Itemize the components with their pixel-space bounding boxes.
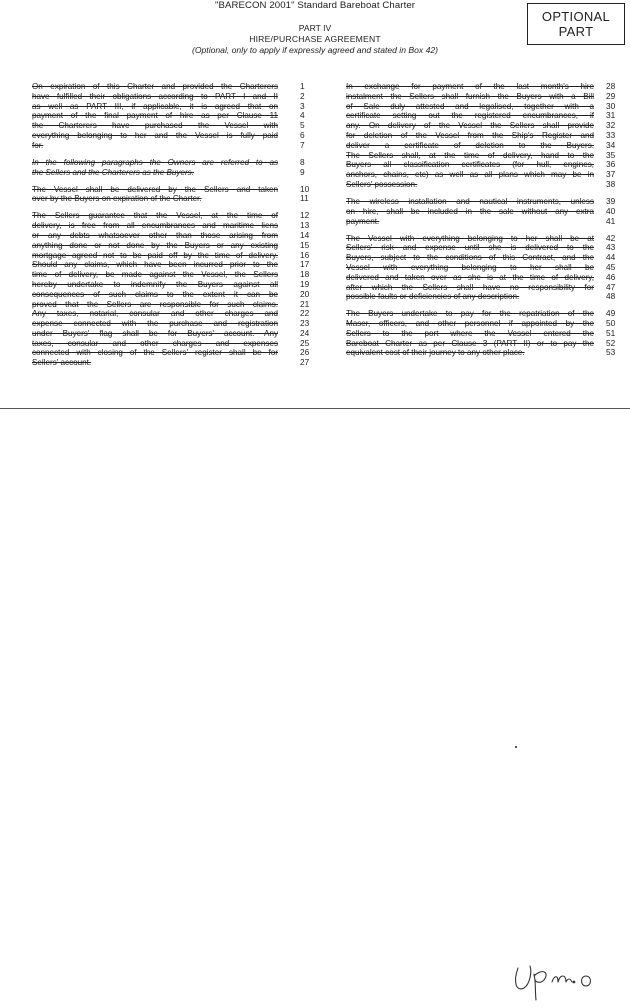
line-number: 39 — [606, 195, 616, 206]
text-line — [346, 110, 616, 121]
line-text: deliver a certificate of deletion to the Buyers. — [346, 140, 594, 150]
line-number: 1 — [300, 81, 305, 91]
line-number: 53 — [606, 347, 616, 358]
line-number: 22 — [300, 308, 310, 319]
line-number: 12 — [300, 210, 310, 221]
line-number: 24 — [300, 327, 310, 338]
line-number: 18 — [300, 269, 310, 280]
text-line — [32, 139, 305, 151]
text-line — [32, 347, 310, 358]
text-line — [346, 120, 616, 131]
line-text: anything done or not done by the Buyers or any existing — [32, 240, 278, 250]
line-number: 44 — [606, 252, 616, 263]
line-number: 37 — [606, 169, 616, 180]
line-text: over by the Buyers on expiration of the Charter. — [32, 194, 202, 204]
line-number: 8 — [300, 156, 305, 167]
text-line — [32, 269, 310, 280]
text-line — [32, 308, 310, 319]
line-text: delivery, is free from all encumbrances and maritime liens — [32, 221, 278, 231]
line-number: 23 — [300, 318, 310, 329]
line-text: Should any claims, which have been incurred prior to the — [32, 260, 278, 270]
line-text: everything belonging to her and the Vessel is fully paid — [32, 130, 278, 140]
text-line — [32, 278, 310, 290]
line-text: or any debts whatsoever other than those arising from — [32, 230, 278, 240]
line-text: the Charterers have purchased the Vessel with — [32, 121, 278, 131]
right-paragraph — [346, 81, 616, 190]
text-line — [346, 205, 616, 217]
text-line — [346, 242, 616, 253]
line-text: Buyers, subject to the conditions of this Contract, and the — [346, 253, 594, 263]
text-line — [346, 261, 616, 273]
left-paragraph — [32, 81, 305, 151]
text-line — [346, 100, 616, 112]
text-line — [32, 156, 305, 168]
line-number: 50 — [606, 318, 616, 329]
text-line — [346, 347, 616, 358]
text-line — [32, 210, 310, 221]
text-line — [346, 169, 616, 180]
page-divider — [0, 408, 630, 409]
text-line — [32, 337, 310, 349]
text-line — [346, 195, 616, 207]
line-text: In the following paragraphs the Owners are referred to as — [32, 157, 278, 167]
line-number: 42 — [606, 232, 616, 243]
line-number: 33 — [606, 129, 616, 140]
paragraph-gap — [32, 177, 287, 184]
line-number: 35 — [606, 149, 616, 160]
page-title: "BARECON 2001" Standard Bareboat Charter — [214, 0, 416, 11]
line-text: anchors, chains, etc) as well as all plans which may be in — [346, 170, 594, 180]
text-line — [32, 298, 310, 310]
line-text: time of delivery, be made against the Vessel, the Sellers — [32, 270, 278, 280]
line-number: 26 — [300, 347, 310, 358]
text-line — [346, 318, 616, 329]
text-line — [32, 100, 305, 112]
text-line — [32, 183, 310, 195]
text-line — [346, 81, 616, 92]
line-text: for deletion of the Vessel from the Ship's Register and — [346, 130, 594, 140]
line-text: Bareboat Charter as per Clause 3 (PART II) or to pay the — [346, 338, 594, 348]
line-text: mortgage agreed not to be paid off by the time of delivery. — [32, 250, 278, 260]
text-line — [346, 129, 616, 141]
section-note: (Optional, only to apply if expressly agreed and stated in Box 42) — [191, 45, 439, 55]
line-text: delivered and taken over as she is at the time of delivery, — [346, 272, 594, 282]
text-line — [32, 220, 310, 231]
line-number: 21 — [300, 298, 310, 309]
line-number: 25 — [300, 337, 310, 348]
text-line — [346, 232, 616, 244]
line-text: Sellers to the port where the Vessel entered the — [346, 328, 594, 338]
text-line — [32, 90, 305, 102]
line-text: The Sellers guarantee that the Vessel, at the time of — [32, 211, 278, 221]
left-paragraph — [32, 183, 310, 205]
text-line — [32, 229, 310, 241]
text-line — [346, 90, 616, 102]
text-line — [32, 129, 305, 141]
right-paragraph — [346, 308, 616, 358]
right-column — [346, 81, 616, 358]
signature-initials — [510, 958, 610, 1007]
line-number: 16 — [300, 249, 310, 260]
text-line — [346, 252, 616, 263]
line-number: 52 — [606, 337, 616, 348]
line-text: instalment the Sellers shall furnish the Buyers with a Bill — [346, 91, 594, 101]
line-number: 32 — [606, 120, 616, 131]
line-text: Sellers' account. — [32, 358, 92, 368]
line-number: 2 — [300, 90, 305, 101]
text-line — [32, 288, 310, 300]
line-number: 6 — [300, 129, 305, 140]
line-text: payment of the final payment of hire as per Clause 11 — [32, 111, 278, 121]
text-line — [346, 159, 616, 170]
line-number: 45 — [606, 261, 616, 272]
line-number: 31 — [606, 110, 616, 121]
line-text: Buyers all classification certificates (for hull, engines, — [346, 160, 594, 170]
line-number: 29 — [606, 90, 616, 101]
line-number: 4 — [300, 110, 305, 121]
text-line — [346, 327, 616, 339]
line-text: after which the Sellers shall have no responsibility for — [346, 282, 594, 292]
line-number: 17 — [300, 259, 310, 270]
left-paragraph — [32, 156, 305, 178]
text-line — [346, 149, 616, 161]
line-number: 30 — [606, 100, 616, 111]
line-number: 3 — [300, 100, 305, 111]
line-text: payment. — [346, 216, 380, 226]
text-line — [32, 166, 305, 178]
paragraph-gap — [32, 204, 287, 211]
line-text: proved that the Sellers are responsible for such claims. — [32, 299, 278, 309]
line-number: 48 — [606, 291, 616, 302]
line-number: 5 — [300, 120, 305, 131]
text-line — [32, 110, 305, 121]
line-text: The Vessel with everything belonging to her shall be at — [346, 233, 594, 243]
line-text: of Sale duly attested and legalised, together with a — [346, 101, 594, 111]
text-line — [346, 337, 616, 349]
line-text: for. — [32, 140, 44, 150]
paragraph-gap — [346, 190, 600, 197]
line-text: On expiration of this Charter and provided the Charterers — [32, 82, 278, 91]
line-number: 13 — [300, 220, 310, 231]
line-number: 19 — [300, 278, 310, 289]
line-number: 11 — [300, 193, 309, 204]
text-line — [32, 120, 305, 131]
line-text: as well as PART III, if applicable, it is agreed that on — [32, 101, 278, 111]
line-number: 49 — [606, 308, 616, 319]
line-text: expense connected with the purchase and registration — [32, 319, 278, 329]
right-paragraph — [346, 195, 616, 226]
line-text: equivalent cost of their journey to any other place. — [346, 348, 525, 358]
line-text: Any taxes, notarial, consular and other charges and — [32, 309, 278, 319]
line-text: In exchange for payment of the last month's hire — [346, 82, 594, 91]
line-number: 15 — [300, 239, 310, 250]
text-line — [32, 193, 309, 204]
text-line — [32, 357, 310, 368]
line-number: 38 — [606, 178, 616, 189]
line-text: Sellers' risk and expense until she is delivered to the — [346, 243, 594, 253]
line-text: have fulfilled their obligations according to PART I and II — [32, 91, 278, 101]
line-text: hereby undertake to indemnify the Buyers against all — [32, 279, 278, 289]
line-number: 27 — [300, 357, 310, 368]
text-line — [346, 215, 616, 227]
section-heading: HIRE/PURCHASE AGREEMENT — [249, 34, 381, 44]
line-number: 46 — [606, 271, 616, 282]
line-number: 47 — [606, 281, 616, 292]
left-column — [32, 81, 310, 368]
line-number: 41 — [606, 215, 616, 226]
line-number: 34 — [606, 139, 616, 150]
text-line — [32, 259, 310, 270]
line-text: The Vessel shall be delivered by the Sellers and taken — [32, 184, 278, 194]
optional-label: OPTIONAL — [541, 9, 611, 24]
line-text: Maser, officers, and other personnel if appointed by the — [346, 319, 594, 329]
paragraph-gap — [346, 302, 600, 309]
line-number: 40 — [606, 205, 616, 216]
line-text: under Buyers' flag shall be for Buyers' account. Any — [32, 328, 278, 338]
text-line — [346, 178, 616, 190]
line-number: 36 — [606, 159, 616, 170]
text-line — [32, 249, 310, 261]
text-line — [346, 308, 616, 319]
line-number: 7 — [300, 139, 305, 150]
text-line — [346, 291, 616, 302]
line-number: 10 — [300, 183, 310, 194]
text-line — [32, 318, 310, 329]
line-text: The Buyers undertake to pay for the repatriation of the — [346, 309, 594, 319]
text-line — [346, 139, 616, 151]
line-number: 14 — [300, 229, 310, 240]
text-line — [346, 271, 616, 283]
line-text: on hire, shall be included in the sale without any extra — [346, 206, 594, 216]
line-number: 28 — [606, 81, 616, 91]
right-paragraph — [346, 232, 616, 303]
line-text: possible faults or deficiencies of any description. — [346, 292, 520, 302]
line-text: taxes, consular and other charges and expenses — [32, 338, 278, 348]
text-line — [346, 281, 616, 293]
stray-mark — [515, 746, 517, 748]
line-text: The Sellers shall, at the time of delivery, hand to the — [346, 150, 594, 160]
text-line — [32, 327, 310, 339]
line-text: consequences of such claims to the extent it can be — [32, 289, 278, 299]
line-text: any. On delivery of the Vessel the Sellers shall provide — [346, 121, 594, 131]
text-line — [32, 81, 305, 92]
line-number: 9 — [300, 166, 305, 177]
line-text: Sellers' possession. — [346, 179, 418, 189]
line-text: The wireless installation and nautical instruments, unless — [346, 196, 594, 206]
line-text: certificate setting out the registered encumbrances, if — [346, 111, 594, 121]
paragraph-gap — [32, 151, 287, 158]
line-text: the Sellers and the Charterers as the Buyers. — [32, 167, 194, 177]
line-number: 43 — [606, 242, 616, 253]
paragraph-gap — [346, 226, 600, 233]
part-label: PART — [558, 24, 594, 39]
text-line — [32, 239, 310, 251]
left-paragraph — [32, 210, 310, 368]
line-text: Vessel with everything belonging to her shall be — [346, 262, 594, 272]
line-text: connected with closing of the Sellers' register shall be for — [32, 348, 278, 358]
line-number: 51 — [606, 327, 616, 338]
part-heading: PART IV — [298, 23, 332, 33]
line-number: 20 — [300, 288, 310, 299]
